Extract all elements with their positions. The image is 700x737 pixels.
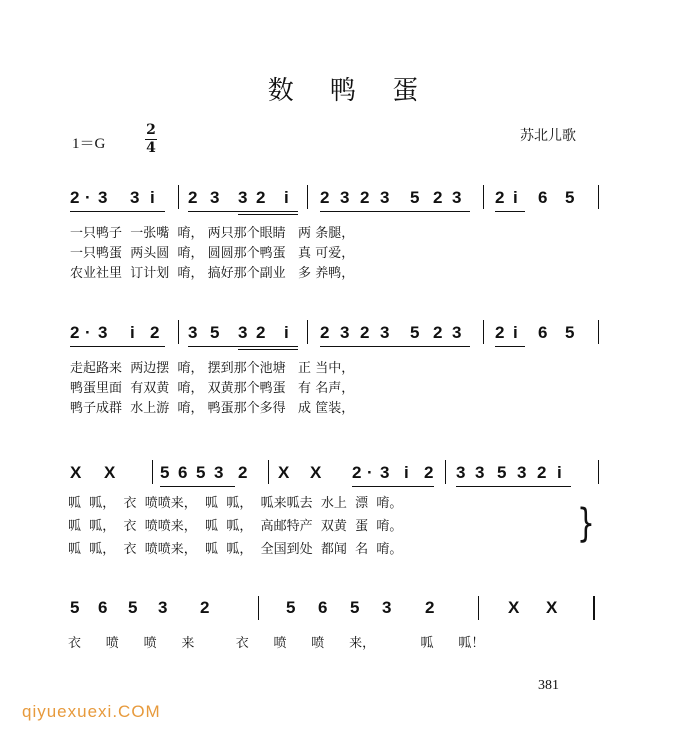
note: 5: [410, 188, 420, 207]
lyric-line: 走起路来 两边摆 唷， 摆到那个池塘 正 当中，: [70, 361, 355, 376]
note: 3: [188, 323, 198, 342]
beam-line: [320, 346, 470, 347]
note: 5: [196, 463, 206, 482]
note: 2: [256, 188, 266, 207]
note: 5: [128, 598, 138, 617]
barline: [598, 320, 599, 344]
note: 3: [98, 188, 108, 207]
note: X: [546, 598, 558, 617]
note: 2: [188, 188, 198, 207]
time-signature: [145, 122, 157, 157]
note: X: [508, 598, 520, 617]
note: 2: [360, 323, 370, 342]
beam-line: [456, 486, 571, 487]
note: 2: [256, 323, 266, 342]
note: 2: [495, 188, 505, 207]
beam-line: [70, 346, 165, 347]
note: i: [513, 323, 518, 342]
barline: [178, 185, 179, 209]
note: i: [513, 188, 518, 207]
note: 2: [425, 598, 435, 617]
beam-line: [495, 346, 525, 347]
note: X: [310, 463, 322, 482]
lyric-line: 一只鸭子 一张嘴 唷， 两只那个眼睛 两 条腿，: [70, 226, 355, 241]
beam-line: [238, 214, 298, 215]
note: 3: [130, 188, 140, 207]
barline: [307, 320, 308, 344]
note: 6: [178, 463, 188, 482]
lyric-line: 呱 呱， 衣 喷喷来， 呱 呱， 全国到处 都闻 名 唷。: [68, 542, 403, 557]
note: 3: [380, 463, 390, 482]
note: 5: [410, 323, 420, 342]
note: 3: [380, 188, 390, 207]
note: 5: [160, 463, 170, 482]
barline: [483, 185, 484, 209]
song-source: 苏北儿歌: [520, 128, 576, 144]
note: 3: [210, 188, 220, 207]
note: 2: [70, 188, 80, 207]
time-top: 2: [146, 122, 156, 138]
note-dot: ·: [85, 188, 91, 207]
note: 3: [380, 323, 390, 342]
note: 3: [98, 323, 108, 342]
note: 5: [286, 598, 296, 617]
lyric-line: 鸭蛋里面 有双黄 唷， 双黄那个鸭蛋 有 名声，: [70, 381, 355, 396]
page-number: 381: [538, 678, 559, 693]
note: i: [404, 463, 409, 482]
note-dot: ·: [367, 463, 373, 482]
final-barline: [593, 596, 595, 620]
note: 2: [537, 463, 547, 482]
note: X: [104, 463, 116, 482]
note: 5: [350, 598, 360, 617]
note: 3: [340, 323, 350, 342]
note: 2: [320, 188, 330, 207]
lyric-line: 呱 呱， 衣 喷喷来， 呱 呱， 呱来呱去 水上 漂 唷。: [68, 496, 403, 511]
note: 2: [360, 188, 370, 207]
note: 5: [70, 598, 80, 617]
beam-line: [352, 486, 434, 487]
note: 2: [424, 463, 434, 482]
beam-line: [188, 211, 298, 212]
note: 3: [214, 463, 224, 482]
note: 3: [238, 323, 248, 342]
note: i: [557, 463, 562, 482]
note: 2: [352, 463, 362, 482]
note-dot: ·: [85, 323, 91, 342]
note: 2: [200, 598, 210, 617]
note: 3: [452, 323, 462, 342]
beam-line: [160, 486, 235, 487]
barline: [445, 460, 446, 484]
note: 3: [158, 598, 168, 617]
repeat-barline: [152, 460, 153, 484]
lyric-line: 呱 呱， 衣 喷喷来， 呱 呱， 高邮特产 双黄 蛋 唷。: [68, 519, 403, 534]
watermark-text: qiyuexuexi.COM: [22, 702, 161, 721]
note: i: [284, 188, 289, 207]
barline: [478, 596, 479, 620]
repeat-barline: [268, 460, 269, 484]
note: 3: [456, 463, 466, 482]
note: 5: [210, 323, 220, 342]
barline: [178, 320, 179, 344]
lyric-line: 鸭子成群 水上游 唷， 鸭蛋那个多得 成 筐装，: [70, 401, 355, 416]
note: 2: [433, 323, 443, 342]
note: 6: [318, 598, 328, 617]
beam-line: [70, 211, 165, 212]
note: 3: [452, 188, 462, 207]
note: 6: [538, 323, 548, 342]
note: 2: [495, 323, 505, 342]
key-signature: 1＝G: [72, 136, 106, 152]
note: 3: [382, 598, 392, 617]
barline: [307, 185, 308, 209]
note: 2: [320, 323, 330, 342]
note: 3: [475, 463, 485, 482]
barline: [483, 320, 484, 344]
barline: [598, 460, 599, 484]
beam-line: [188, 346, 298, 347]
note: X: [278, 463, 290, 482]
lyric-line: 衣 喷 喷 来 衣 喷 喷 来， 呱 呱！: [68, 636, 485, 651]
note: i: [130, 323, 135, 342]
note: 5: [565, 323, 575, 342]
lyric-line: 农业社里 订计划 唷， 搞好那个副业 多 养鸭，: [70, 266, 355, 281]
beam-line: [238, 349, 298, 350]
lyric-line: 一只鸭蛋 两头圆 唷， 圆圆那个鸭蛋 真 可爱，: [70, 246, 355, 261]
note: 5: [565, 188, 575, 207]
note: X: [70, 463, 82, 482]
song-title: 数 鸭 蛋: [267, 76, 433, 106]
note: 2: [433, 188, 443, 207]
note: 6: [98, 598, 108, 617]
note: 6: [538, 188, 548, 207]
note: 2: [150, 323, 160, 342]
note: 3: [238, 188, 248, 207]
note: 2: [70, 323, 80, 342]
note: i: [150, 188, 155, 207]
note: 3: [340, 188, 350, 207]
brace-symbol: }: [577, 500, 595, 547]
note: 2: [238, 463, 248, 482]
beam-line: [320, 211, 470, 212]
time-bottom: 4: [146, 140, 156, 156]
beam-line: [495, 211, 525, 212]
note: 5: [497, 463, 507, 482]
barline: [598, 185, 599, 209]
barline: [258, 596, 259, 620]
note: i: [284, 323, 289, 342]
note: 3: [517, 463, 527, 482]
